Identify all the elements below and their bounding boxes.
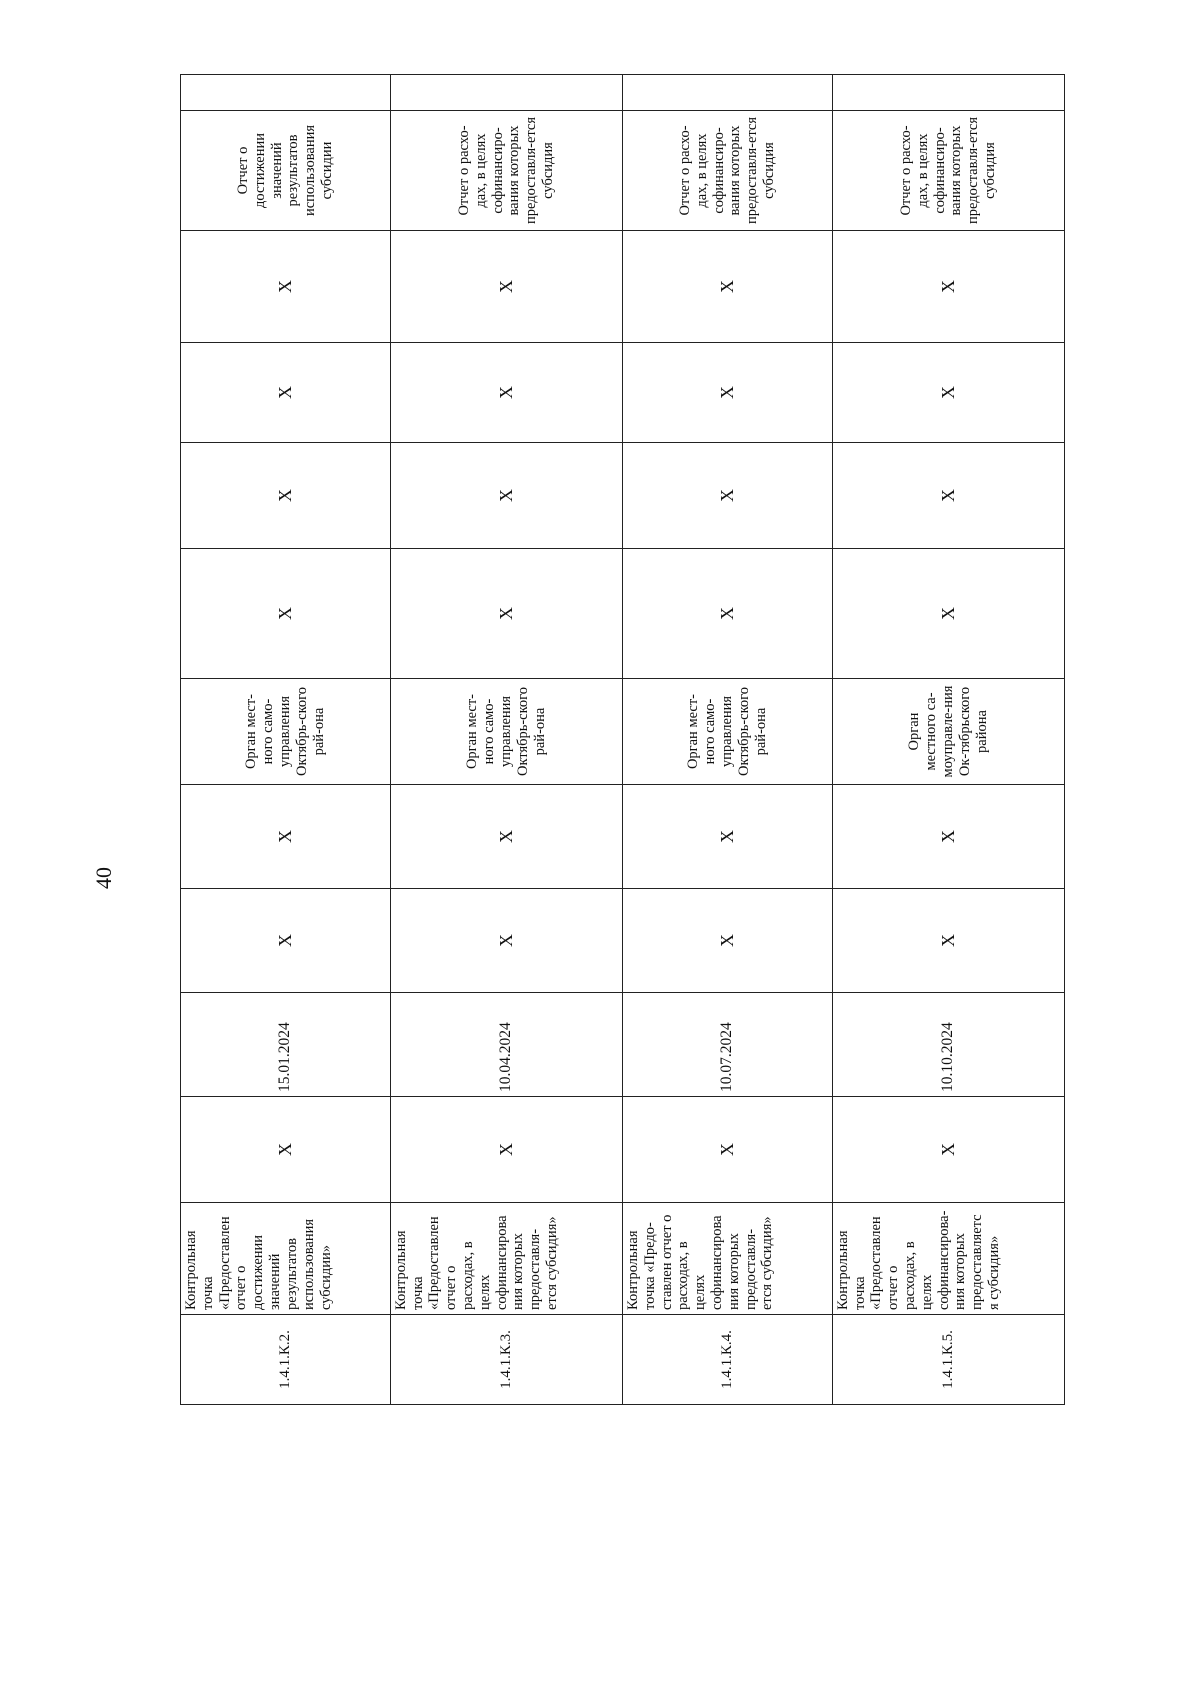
row-description: Контрольная точка «Предоставлен отчет о расходах, в целях софинансирова-ния которых предоставляетс я субсидия» bbox=[832, 1203, 1064, 1315]
row-date: 15.01.2024 bbox=[181, 993, 391, 1097]
cell-x: X bbox=[622, 549, 832, 679]
empty-cell bbox=[390, 75, 622, 111]
cell-x: X bbox=[390, 343, 622, 443]
cell-x: X bbox=[622, 1097, 832, 1203]
cell-x: X bbox=[181, 549, 391, 679]
row-code: 1.4.1.К.5. bbox=[832, 1315, 1064, 1405]
cell-x: X bbox=[181, 343, 391, 443]
cell-x: X bbox=[622, 889, 832, 993]
row-code: 1.4.1.К.4. bbox=[622, 1315, 832, 1405]
cell-x: X bbox=[622, 785, 832, 889]
row-document: Отчет о расхо-дах, в целях софинансиро-вания которых предоставля-ется субсидия bbox=[622, 111, 832, 231]
row-document: Отчет о расхо-дах, в целях софинансиро-вания которых предоставля-ется субсидия bbox=[832, 111, 1064, 231]
cell-x: X bbox=[832, 785, 1064, 889]
document-table-area bbox=[180, 75, 1065, 1405]
empty-cell bbox=[832, 75, 1064, 111]
cell-x: X bbox=[390, 549, 622, 679]
row-date: 10.10.2024 bbox=[832, 993, 1064, 1097]
table-row bbox=[390, 75, 622, 1405]
table-row bbox=[622, 75, 832, 1405]
row-responsible: Орган мест-ного само-управления Октябрь-ского рай-она bbox=[390, 679, 622, 785]
cell-x: X bbox=[832, 443, 1064, 549]
row-document: Отчет о достижении значений результатов использования субсидии bbox=[181, 111, 391, 231]
row-responsible: Орган местного са-моуправле-ния Ок-тябрьского района bbox=[832, 679, 1064, 785]
row-responsible: Орган мест-ного само-управления Октябрь-ского рай-она bbox=[181, 679, 391, 785]
table-row bbox=[832, 75, 1064, 1405]
cell-x: X bbox=[832, 889, 1064, 993]
cell-x: X bbox=[181, 443, 391, 549]
row-description: Контрольная точка «Предо-ставлен отчет о расходах, в целях софинансирова ния которых предоставля-ется субсидия» bbox=[622, 1203, 832, 1315]
empty-cell bbox=[622, 75, 832, 111]
row-code: 1.4.1.К.3. bbox=[390, 1315, 622, 1405]
cell-x: X bbox=[181, 1097, 391, 1203]
empty-cell bbox=[181, 75, 391, 111]
cell-x: X bbox=[181, 889, 391, 993]
row-document: Отчет о расхо-дах, в целях софинансиро-вания которых предоставля-ется субсидия bbox=[390, 111, 622, 231]
cell-x: X bbox=[832, 549, 1064, 679]
cell-x: X bbox=[390, 1097, 622, 1203]
cell-x: X bbox=[832, 231, 1064, 343]
table-row bbox=[181, 75, 391, 1405]
row-date: 10.04.2024 bbox=[390, 993, 622, 1097]
cell-x: X bbox=[181, 231, 391, 343]
cell-x: X bbox=[622, 231, 832, 343]
row-description: Контрольная точка «Предоставлен отчет о достижении значений результатов использования субсидии» bbox=[181, 1203, 391, 1315]
page-number: 40 bbox=[91, 867, 116, 889]
cell-x: X bbox=[622, 343, 832, 443]
cell-x: X bbox=[622, 443, 832, 549]
cell-x: X bbox=[181, 785, 391, 889]
row-description: Контрольная точка «Предоставлен отчет о расходах, в целях софинансирова ния которых предоставля-ется субсидия» bbox=[390, 1203, 622, 1315]
rotated-table-container bbox=[180, 75, 1065, 1405]
row-responsible: Орган мест-ного само-управления Октябрь-ского рай-она bbox=[622, 679, 832, 785]
cell-x: X bbox=[390, 231, 622, 343]
cell-x: X bbox=[832, 343, 1064, 443]
cell-x: X bbox=[390, 889, 622, 993]
row-code: 1.4.1.К.2. bbox=[181, 1315, 391, 1405]
cell-x: X bbox=[390, 443, 622, 549]
cell-x: X bbox=[390, 785, 622, 889]
row-date: 10.07.2024 bbox=[622, 993, 832, 1097]
cell-x: X bbox=[832, 1097, 1064, 1203]
control-points-table bbox=[180, 74, 1065, 1405]
